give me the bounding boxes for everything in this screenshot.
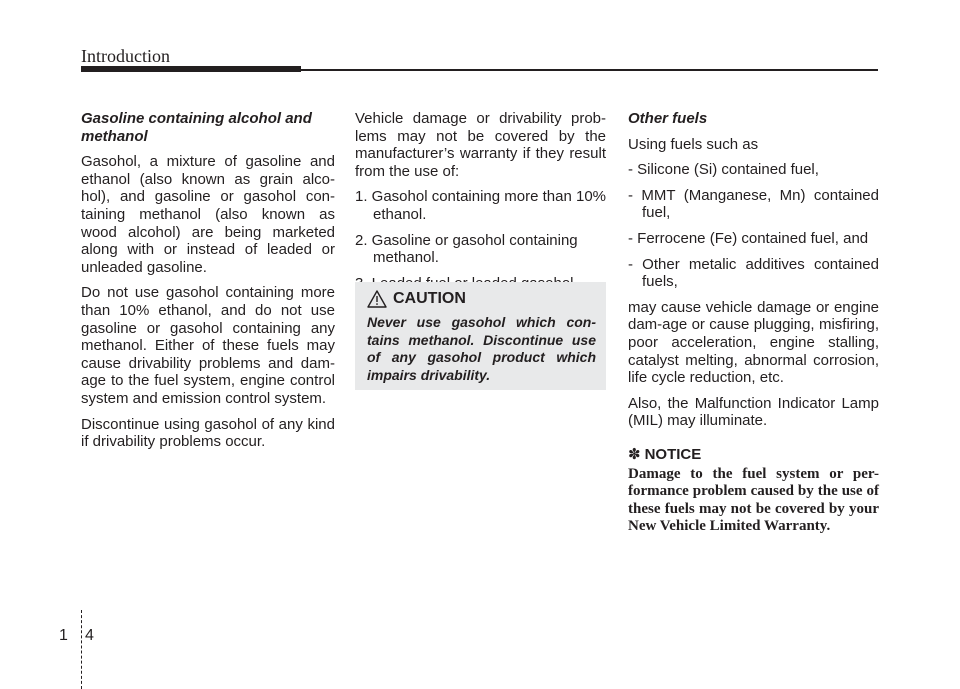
- notice-header: [628, 446, 879, 464]
- list-item: - MMT (Manganese, Mn) contained fuel,: [628, 186, 879, 222]
- list-item: - Other metalic additives contained fuels,: [628, 255, 879, 291]
- caution-text: Never use gasohol which con-tains methanol. Discontinue use of any gasohol product which impairs drivability.: [367, 314, 596, 383]
- paragraph-do-not-use: Do not use gasohol containing more than 10% ethanol, and do not use gasoline or gasohol containing any methanol. Either of these fuels may cause drivability problems and dam-age to the fuel system, engine control system and emission control system.: [81, 284, 335, 407]
- warning-triangle-icon: [367, 290, 387, 308]
- caution-box: [355, 282, 606, 390]
- paragraph-using-fuels: Using fuels such as: [628, 135, 759, 153]
- paragraph-may-cause: may cause vehicle damage or engine dam-age or cause plugging, misfiring, poor acceleration, engine stalling, catalyst melting, abnormal corrosion, life cycle reduction, etc.: [628, 298, 879, 387]
- column-vehicle-damage: [355, 110, 606, 300]
- header-rule-thin: [301, 69, 878, 71]
- dash-list: [628, 161, 879, 291]
- numbered-list: [355, 188, 606, 292]
- column-gasoline-alcohol: [81, 110, 335, 459]
- header-rule-thick: [81, 66, 301, 72]
- list-item: - Silicone (Si) contained fuel,: [628, 161, 819, 179]
- caution-title: CAUTION: [393, 290, 466, 307]
- paragraph-warranty-intro: Vehicle damage or drivability prob-lems may not be covered by the manufacturer’s warranty if they result from the use of:: [355, 110, 606, 180]
- list-item: - Ferrocene (Fe) contained fuel, and: [628, 229, 869, 247]
- page-header-title: Introduction: [81, 46, 170, 66]
- page-number-value: 4: [85, 627, 94, 644]
- section-heading-other-fuels: Other fuels: [628, 110, 708, 127]
- paragraph-gasohol-definition: Gasohol, a mixture of gasoline and ethanol (also known as grain alco-hol), and gasoline or gasohol con-taining methanol (also known as wood alcohol) are being marketed along with or instead of leaded or unleaded gasoline.: [81, 153, 335, 276]
- list-item: 2. Gasoline or gasohol containing methanol.: [355, 231, 578, 267]
- footer-divider: [81, 610, 82, 689]
- column-other-fuels: [628, 110, 879, 544]
- paragraph-mil: Also, the Malfunction Indicator Lamp (MIL) may illuminate.: [628, 394, 879, 430]
- caution-header: [367, 290, 596, 308]
- notice-asterisk-icon: ✽: [628, 445, 641, 463]
- list-item: 1. Gasohol containing more than 10% ethanol.: [355, 188, 606, 223]
- section-heading-gasoline-alcohol: Gasoline containing alcohol and methanol: [81, 110, 312, 145]
- paragraph-discontinue: Discontinue using gasohol of any kind if drivability problems occur.: [81, 415, 335, 451]
- notice-title: NOTICE: [644, 445, 702, 463]
- notice-text: Damage to the fuel system or per-formance problem caused by the use of these fuels may not be covered by your New Vehicle Limited Warranty.: [628, 465, 879, 535]
- section-number: 1: [59, 627, 68, 644]
